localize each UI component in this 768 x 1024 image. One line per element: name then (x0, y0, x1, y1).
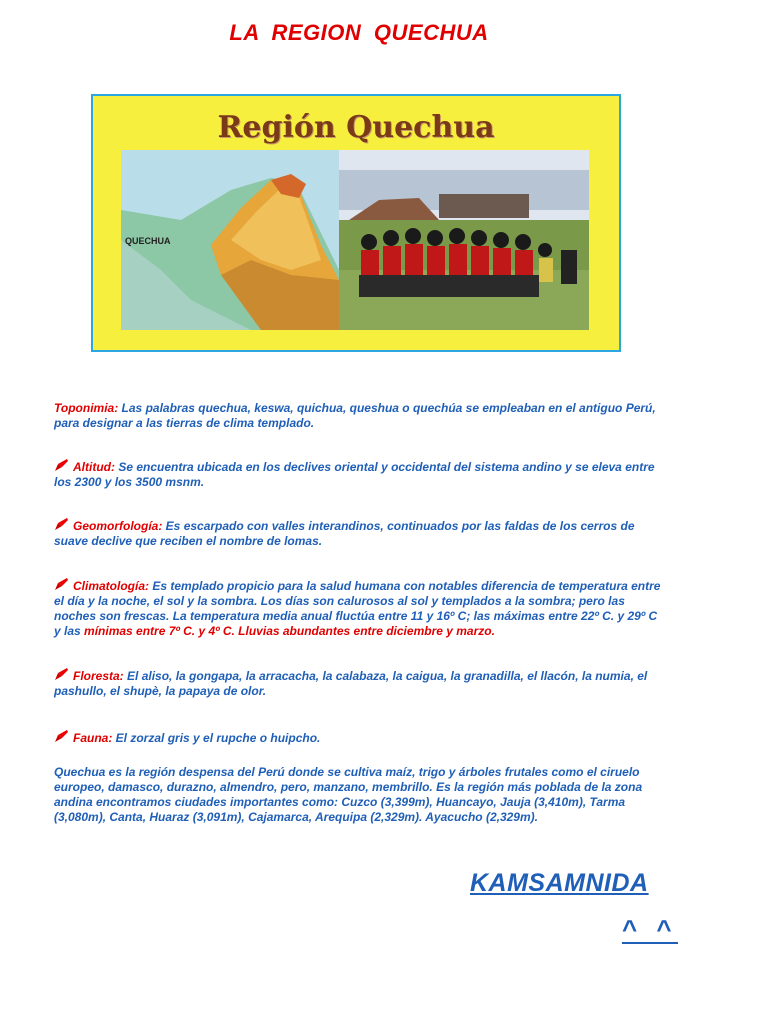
banner-title: Región Quechua (217, 110, 495, 145)
climatologia-text: Es templado propicio para la salud humana con notables diferencia de temperatura entre el día y la noche, el sol y la sombra. Los días son calurosos al sol y templados a la sombra; pero las noches son frescas. La temperatura media anual fluctúa entre 11 y 16º C; las máximas entre 22º C. y 29º C y las (54, 579, 661, 638)
people-photo (339, 150, 589, 330)
geomorfologia-label: Geomorfología: (73, 519, 163, 533)
page-title (0, 20, 768, 46)
pencil-hand-icon (54, 578, 69, 591)
toponimia-text: Las palabras quechua, keswa, quichua, queshua o quechúa se empleaban en el antiguo Perú, para designar a las tierras de clima templado. (54, 401, 656, 430)
pencil-hand-icon (54, 668, 69, 681)
altitud-label: Altitud: (73, 460, 115, 474)
section-geomorfologia (54, 518, 666, 549)
toponimia-label: Toponimia: (54, 401, 119, 415)
climatologia-text-red: mínimas entre 7º C. y 4º C. Lluvias abundantes entre diciembre y marzo. (84, 624, 495, 638)
fauna-text: El zorzal gris y el rupche o huipcho. (112, 731, 321, 745)
section-floresta (54, 668, 666, 699)
group-photo-graphic (339, 150, 589, 330)
floresta-label: Floresta: (73, 669, 124, 683)
section-altitud (54, 459, 666, 490)
pencil-hand-icon (54, 459, 69, 472)
page-title-text: LA REGION QUECHUA (229, 20, 489, 45)
pencil-hand-icon (54, 518, 69, 531)
fauna-label: Fauna: (73, 731, 113, 745)
mountain-map-graphic (121, 150, 339, 330)
altitud-text: Se encuentra ubicada en los declives oriental y occidental del sistema andino y se eleva entre los 2300 y los 3500 msnm. (54, 460, 655, 489)
geomorfologia-text: Es escarpado con valles interandinos, continuados por las faldas de los cerros de suave declive que reciben el nombre de lomas. (54, 519, 635, 548)
climatologia-label: Climatología: (73, 579, 150, 593)
pencil-hand-icon (54, 730, 69, 743)
section-toponimia (54, 401, 666, 431)
smiley-text: ^ ^ (622, 914, 678, 944)
signature-text: KAMSAMNIDA (470, 869, 649, 897)
section-fauna (54, 730, 666, 746)
map-label: QUECHUA (125, 236, 171, 246)
quechua-map-illustration (121, 150, 339, 330)
section-climatologia (54, 578, 666, 639)
floresta-text: El aliso, la gongapa, la arracacha, la calabaza, la caigua, la granadilla, el llacón, la numia, el pashullo, el shupè, la papaya de olor. (54, 669, 648, 698)
region-banner (91, 94, 621, 352)
section-summary: Quechua es la región despensa del Perú donde se cultiva maíz, trigo y árboles frutales como el ciruelo europeo, damasco, durazno, almendro, pero, manzano, membrillo. Es la región más poblada de la zona andina encontramos ciudades importantes como: Cuzco (3,399m), Huancayo, Jauja (3,410m), Tarma (3,080m), Canta, Huaraz (3,091m), Cajamarca, Arequipa (2,329m). Ayacucho (2,329m). (54, 765, 643, 824)
